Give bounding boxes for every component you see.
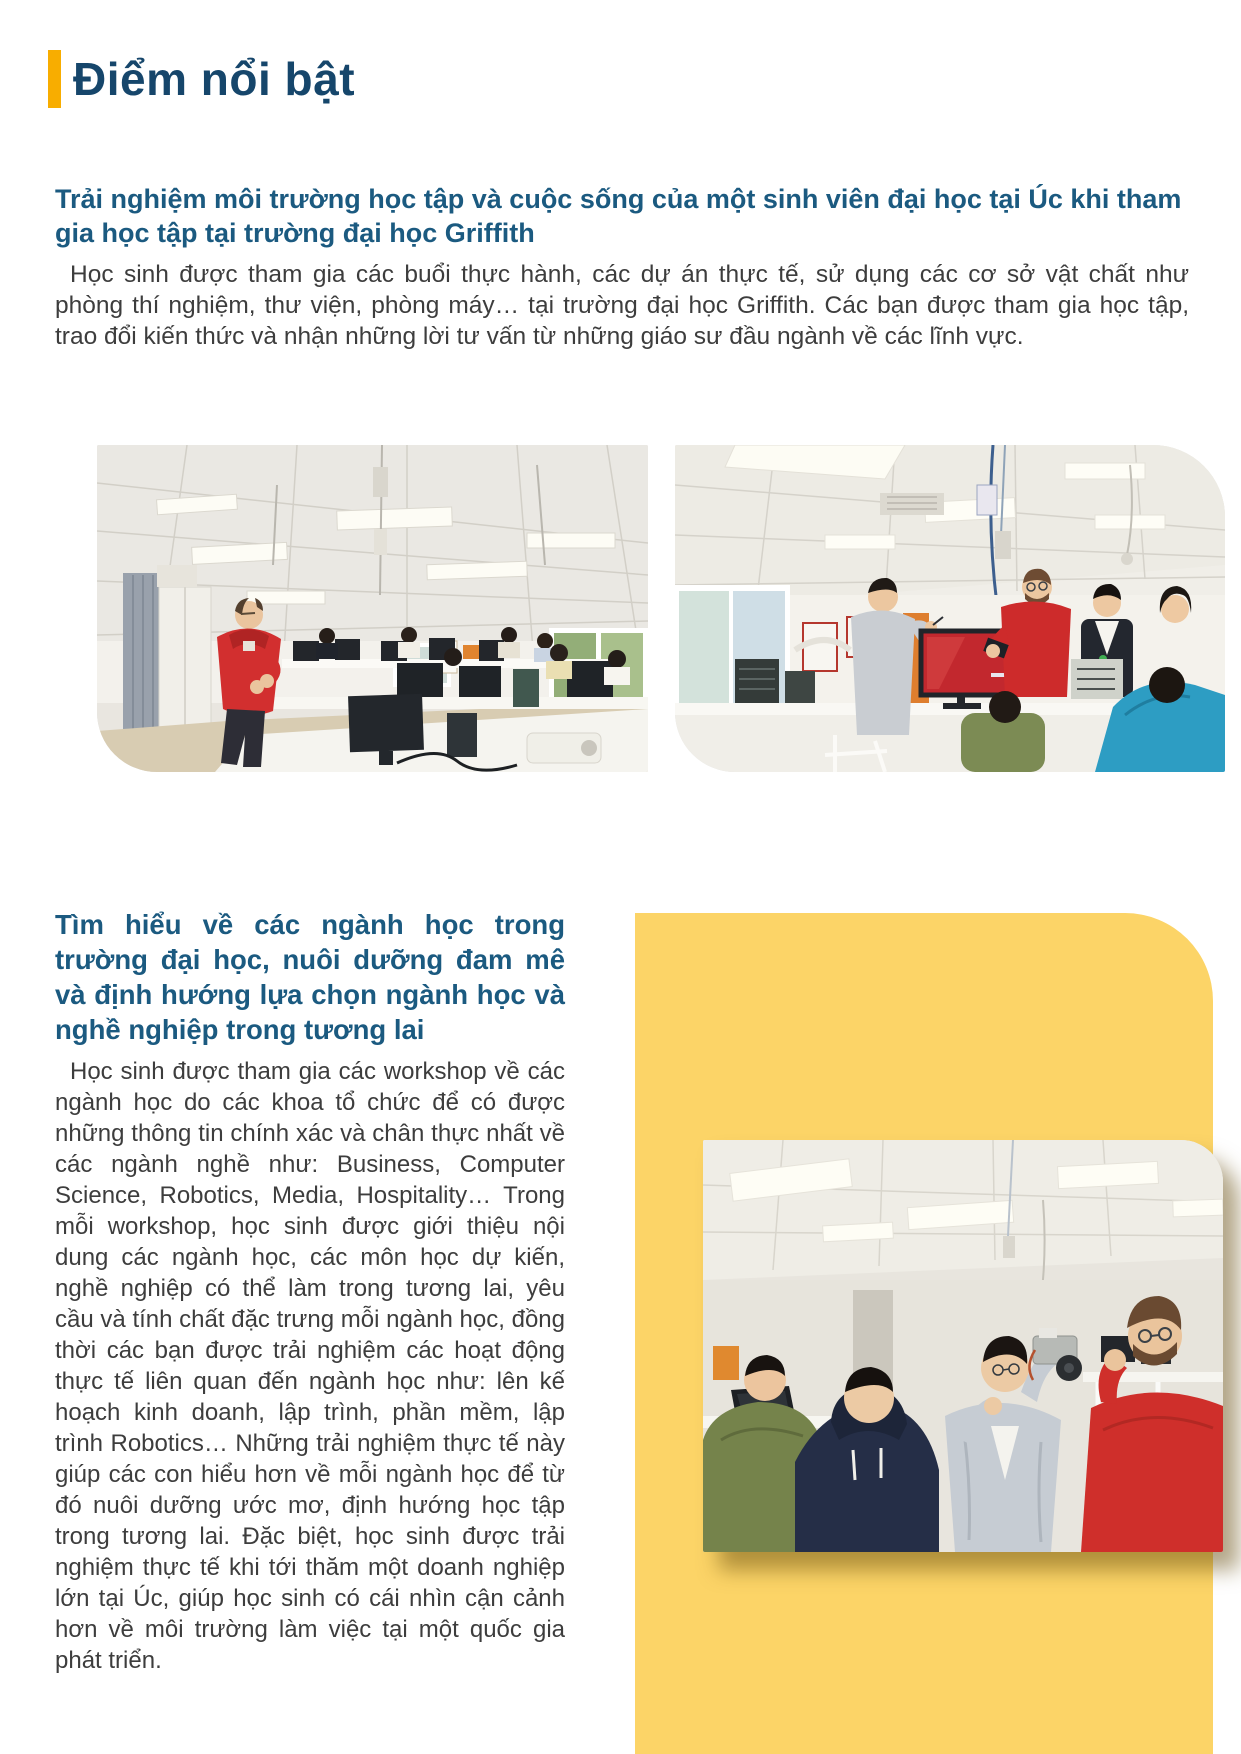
title-accent-bar bbox=[48, 50, 61, 108]
section-majors-paragraph: Học sinh được tham gia các workshop về các ngành học do các khoa tổ chức để có được những thông tin chính xác và chân thực nhất về các ngành nghề như: Business, Computer Science, Robotics, Media, Hospitality… Trong mỗi workshop, học sinh được giới thiệu nội dung các ngành học, các môn học dự kiến, nghề nghiệp có thể làm trong tương lai, yêu cầu và tính chất đặc trưng mỗi ngành học, đồng thời các bạn được trải nghiệm các hoạt động thực tế liên quan đến ngành học như: lên kế hoạch kinh doanh, lập trình, phần mềm, lập trình Robotics… Những trải nghiệm thực tế này giúp các con hiểu hơn về mỗi ngành học để từ đó nuôi dưỡng ước mơ, định hướng học tập trong tương lai. Đặc biệt, học sinh được trải nghiệm thực tế khi tới thăm một doanh nghiệp lớn tại Úc, giúp học sinh có cái nhìn cận cảnh hơn về môi trường làm việc tại một quốc gia phát triển. bbox=[55, 1058, 565, 1674]
section-experience-paragraph: Học sinh được tham gia các buổi thực hành, các dự án thực tế, sử dụng các cơ sở vật chất như phòng thí nghiệm, thư viện, phòng máy… tại trường đại học Griffith. Các bạn được tham gia học tập, trao đổi kiến thức và nhận những lời tư vấn từ những giáo sư đầu ngành về các lĩnh vực. bbox=[55, 261, 1189, 350]
photo-electronics-lab-illustration bbox=[675, 445, 1225, 772]
section-majors-heading: Tìm hiểu về các ngành học trong trường đại học, nuôi dưỡng đam mê và định hướng lựa chọn ngành học và nghề nghiệp trong tương lai bbox=[55, 909, 565, 1045]
photo-robotics-workshop-illustration bbox=[703, 1140, 1223, 1552]
photo-computer-lab bbox=[97, 445, 648, 772]
photo-electronics-lab bbox=[675, 445, 1225, 772]
photo-computer-lab-illustration bbox=[97, 445, 648, 772]
section-experience-heading: Trải nghiệm môi trường học tập và cuộc sống của một sinh viên đại học tại Úc khi tham gia học tập tại trường đại học Griffith bbox=[55, 184, 1182, 248]
photo-robotics-workshop bbox=[703, 1140, 1223, 1552]
page-title-block bbox=[48, 50, 355, 108]
page-title: Điểm nổi bật bbox=[73, 53, 356, 105]
